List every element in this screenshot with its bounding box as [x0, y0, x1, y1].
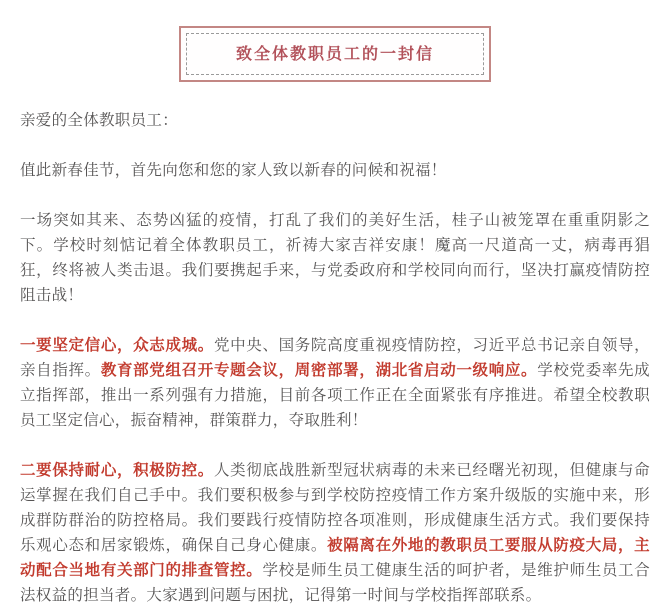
letter-body	[0, 108, 670, 608]
body-text: 人类彻底战胜新型冠状病毒的未来已经曙光初现，但健康与命运掌握在我们自己手中。我们要积极参与到学校防控疫情工作方案升级版的实施中来，形成群防群治的防控格局。我们要践行疫情防控各项准则，形成健康生活方式。我们要保持乐观心态和居家锻炼，确保自己身心健康。	[20, 461, 650, 554]
body-text: 学校是师生员工健康生活的呵护者，是维护师生员工合法权益的担当者。大家遇到问题与困扰，记得第一时间与学校指挥部联系。	[20, 561, 650, 604]
emphasis-red-text: 一要坚定信心，众志成城。	[20, 336, 214, 354]
body-text: 亲爱的全体教职员工：	[20, 111, 179, 129]
emphasis-red-text: 被隔离在外地的教职员工要服从防疫大局，主动配合当地有关部门的排查管控。	[20, 536, 650, 579]
body-text: 学校党委率先成立指挥部，推出一系列强有力措施，目前各项工作正在全面紧张有序推进。希望全校教职员工坚定信心，振奋精神，群策群力，夺取胜利！	[20, 361, 650, 429]
letter-paragraph	[20, 333, 650, 433]
letter-paragraph	[20, 158, 650, 183]
emphasis-red-text: 教育部党组召开专题会议，周密部署，湖北省启动一级响应。	[100, 361, 538, 379]
letter-document	[0, 26, 670, 609]
letter-title-box	[179, 26, 491, 82]
emphasis-red-text: 二要保持耐心，积极防控。	[20, 461, 214, 479]
letter-title-dashed-border	[186, 33, 484, 75]
body-text: 值此新春佳节，首先向您和您的家人致以新春的问候和祝福！	[20, 161, 447, 179]
letter-title: 致全体教职员工的一封信	[235, 44, 434, 63]
body-text: 一场突如其来、态势凶猛的疫情，打乱了我们的美好生活，桂子山被笼罩在重重阴影之下。学校时刻惦记着全体教职员工，祈祷大家吉祥安康！魔高一尺道高一丈，病毒再猖狂，终将被人类击退。我们要携起手来，与党委政府和学校同向而行，坚决打赢疫情防控阻击战！	[20, 211, 650, 304]
body-text: 党中央、国务院高度重视疫情防控，习近平总书记亲自领导，亲自指挥。	[20, 336, 650, 379]
letter-paragraph	[20, 458, 650, 608]
letter-paragraph	[20, 208, 650, 308]
letter-paragraph	[20, 108, 650, 133]
